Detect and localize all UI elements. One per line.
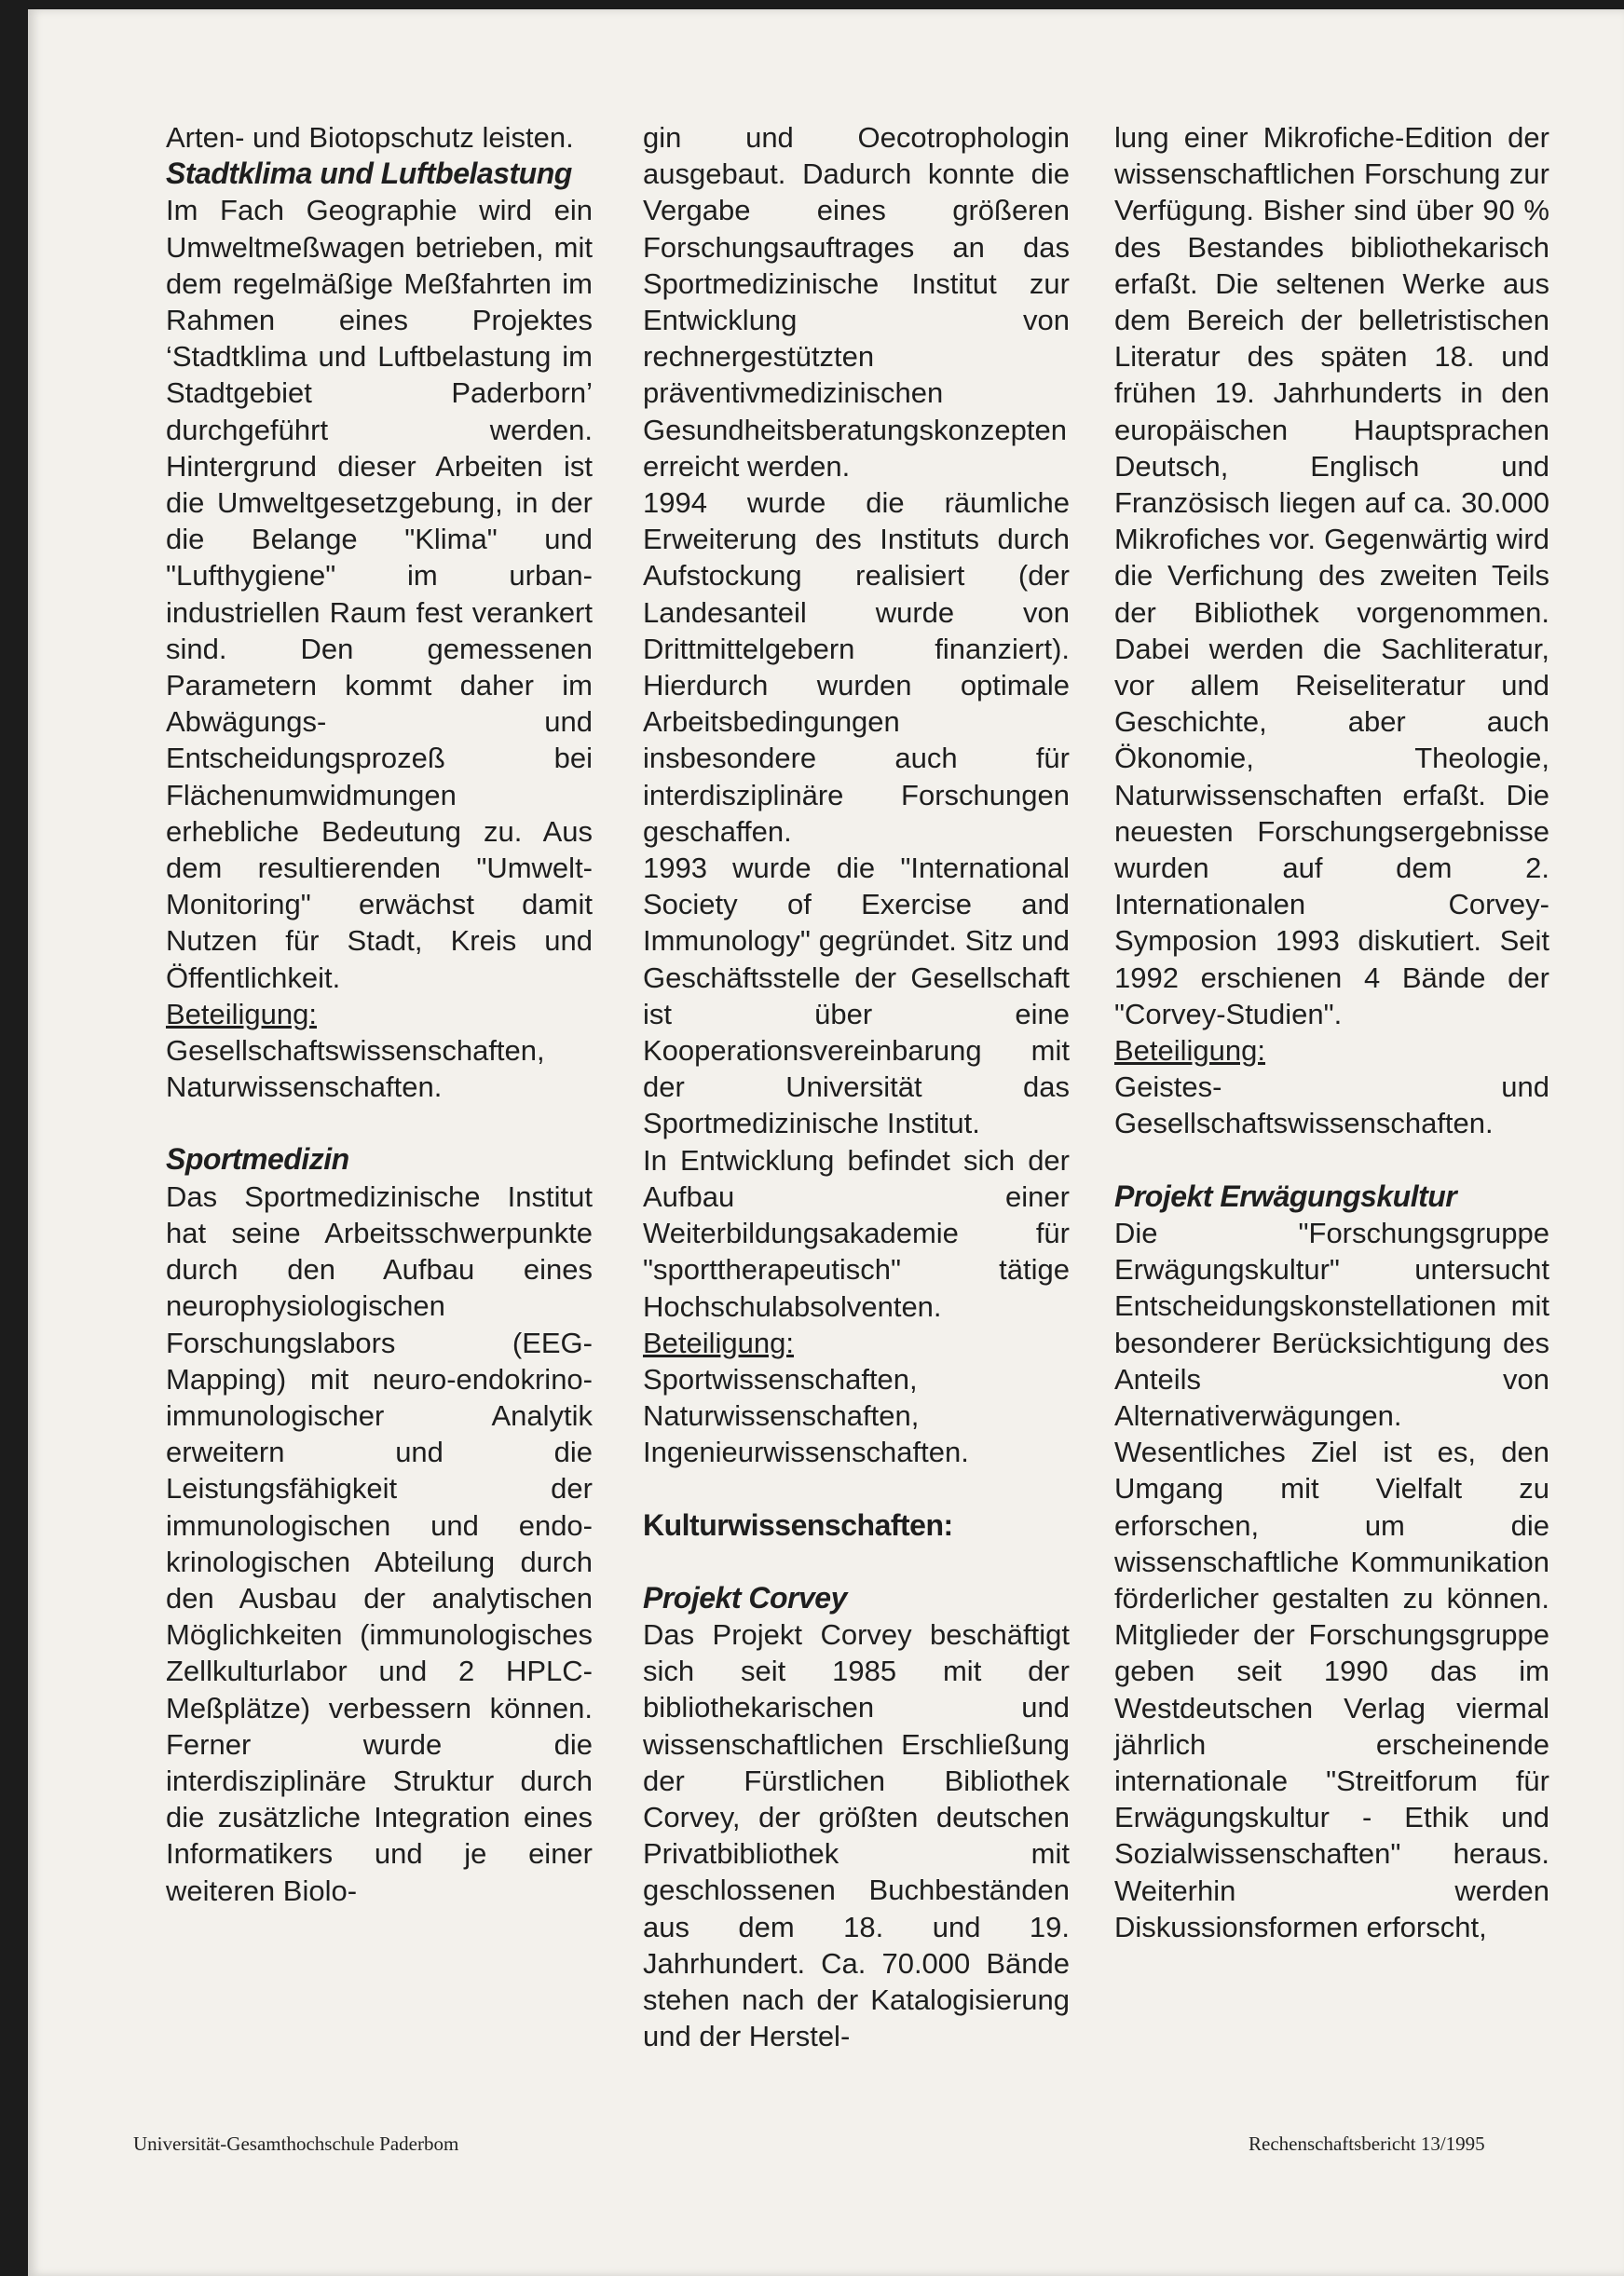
paragraph: lung einer Mikrofiche-Edition der wissenschaftlichen Forschung zur Verfügung. Bisher sind über 90 % des Bestandes bibliothekarisch erfaßt. Die seltenen Werke aus dem Bereich der belletristischen Literatur des späten 18. und frühen 19. Jahrhunderts in den europäischen Hauptsprachen Deutsch, Englisch und Französisch liegen auf ca. 30.000 Mikrofiches vor. Gegenwärtig wird die Verfichung des zweiten Teils der Bibliothek vorgenommen. Dabei werden die Sachliteratur, vor allem Reiseliteratur und Geschichte, aber auch Ökonomie, Theologie, Naturwissenschaften erfaßt. Die neuesten Forschungsergebnisse wurden auf dem 2. Internationalen Corvey-Symposion 1993 diskutiert. Seit 1992 erschienen 4 Bände der "Corvey-Studien". <box>1114 121 1549 1030</box>
section-heading: Stadtklima und Luftbelastung <box>166 157 572 191</box>
section-heading: Projekt Corvey <box>643 1580 847 1615</box>
scan-edge <box>0 0 1624 9</box>
text-column-3 <box>1114 119 1549 1945</box>
text-column-2 <box>643 119 1070 2054</box>
participation-label: Beteiligung: <box>166 997 318 1030</box>
paragraph: 1993 wurde die "International Society of Exercise and Immunology" gegründet. Sitz und Geschäftsstelle der Gesellschaft ist über eine Kooperationsvereinbarung mit der Universität das Sportmedizinische Institut. <box>643 852 1070 1140</box>
section-heading: Sportmedizin <box>166 1142 349 1177</box>
paragraph: Das Sportmedizinische Institut hat seine Arbeitsschwerpunkte durch den Aufbau eines neurophysiologischen Forschungslabors (EEG-Mapping) mit neuro-endokrino-immunologischer Analytik erweitern und die Leistungsfähigkeit der immunologischen und endo-krinologischen Abteilung durch den Ausbau der analytischen Möglichkeiten (immunologisches Zellkulturlabor und 2 HPLC-Meßplätze) verbessern können. Ferner wurde die interdisziplinäre Struktur durch die zusätzliche Integration eines Informatikers und je einer weiteren Biolo- <box>166 1179 593 1907</box>
paragraph: Sportwissenschaften, Naturwissenschaften, Ingenieurwissenschaften. <box>643 1362 969 1469</box>
paragraph: Im Fach Geographie wird ein Umweltmeßwagen betrieben, mit dem regelmäßige Meßfahrten im Rahmen eines Projektes ‘Stadtklima und Luftbelastung im Stadtgebiet Paderborn’ durchgeführt werden. Hintergrund dieser Arbeiten ist die Umweltgesetzgebung, in der die Belange "Klima" und "Lufthygiene" im urban-industriellen Raum fest verankert sind. Den gemessenen Parametern kommt daher im Abwägungs- und Entscheidungsprozeß bei Flächenumwidmungen erhebliche Bedeutung zu. Aus dem resultierenden "Umwelt-Monitoring" erwächst damit Nutzen für Stadt, Kreis und Öffentlichkeit. <box>166 194 593 994</box>
paragraph: Geistes- und Gesellschaftswissenschaften. <box>1114 1070 1549 1140</box>
section-heading: Projekt Erwägungskultur <box>1114 1179 1457 1213</box>
paragraph: Gesellschaftswissenschaften, Naturwissenschaften. <box>166 1034 545 1104</box>
footer-report-title: Rechenschaftsbericht 13/1995 <box>1249 2133 1485 2155</box>
participation-label: Beteiligung: <box>643 1326 795 1359</box>
paragraph: In Entwicklung befindet sich der Aufbau einer Weiterbildungsakademie für "sporttherapeutisch" tätige Hochschulabsolventen. <box>643 1143 1070 1323</box>
paragraph: Das Projekt Corvey beschäftigt sich seit 1985 mit der bibliothekarischen und wissenschaftlichen Erschließung der Fürstlichen Bibliothek Corvey, der größten deutschen Privatbibliothek mit geschlossenen Buchbeständen aus dem 18. und 19. Jahrhundert. Ca. 70.000 Bände stehen nach der Katalogisierung und der Herstel- <box>643 1617 1070 2053</box>
participation-label: Beteiligung: <box>1114 1034 1266 1068</box>
document-page <box>28 9 1624 2276</box>
text-column-1 <box>166 119 593 1909</box>
section-heading: Kulturwissenschaften: <box>643 1507 953 1542</box>
paragraph: Die "Forschungsgruppe Erwägungskultur" untersucht Entscheidungskonstellationen mit besonderer Berücksichtigung des Anteils von Alternativerwägungen. Wesentliches Ziel ist es, den Umgang mit Vielfalt zu erforschen, um die wissenschaftliche Kommunikation förderlicher gestalten zu können. Mitglieder der Forschungsgruppe geben seit 1990 das im Westdeutschen Verlag viermal jährlich erscheinende internationale "Streitforum für Erwägungskultur - Ethik und Sozialwissenschaften" heraus. Weiterhin werden Diskussionsformen erforscht, <box>1114 1216 1549 1943</box>
paragraph: 1994 wurde die räumliche Erweiterung des Instituts durch Aufstockung realisiert (der Landesanteil wurde von Drittmittelgebern finanziert). Hierdurch wurden optimale Arbeitsbedingungen insbesondere auch für interdisziplinäre Forschungen geschaffen. <box>643 486 1070 848</box>
paragraph: Arten- und Biotopschutz leisten. <box>166 121 574 154</box>
footer-institution: Universität-Gesamthochschule Paderbom <box>133 2133 459 2155</box>
paragraph: gin und Oecotrophologin ausgebaut. Dadurch konnte die Vergabe eines größeren Forschungsauftrages an das Sportmedizinische Institut zur Entwicklung von rechnergestützten präventivmedizinischen Gesundheitsberatungskonzepten erreicht werden. <box>643 121 1070 483</box>
